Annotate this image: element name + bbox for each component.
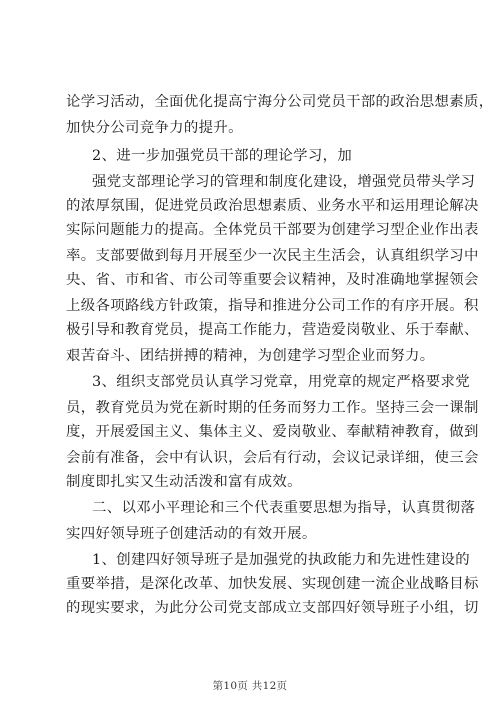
page-number-footer: 第10页 共12页: [212, 680, 288, 692]
text-line: 实四好领导班子创建活动的有效开展。: [66, 526, 317, 542]
text-line: 央、省、市和省、市公司等重要会议精神，及时准确地掌握领会: [66, 272, 479, 288]
text-line: 率。支部要做到每月开展至少一次民主生活会，认真组织学习中: [66, 248, 479, 264]
text-line: 上级各项路线方针政策，指导和推进分公司工作的有序开展。积: [66, 298, 479, 314]
text-line: 会前有准备，会中有认识，会后有行动，会议记录详细，使三会: [66, 450, 479, 466]
text-line: 制度即扎实又生动活泼和富有成效。: [66, 474, 302, 490]
paragraph-start-line: 二、以邓小平理论和三个代表重要思想为指导，认真贯彻落: [92, 500, 476, 516]
paragraph-start-line: 1、创建四好领导班子是加强党的执政能力和先进性建设的: [92, 552, 471, 568]
text-line: 加快分公司竞争力的提升。: [66, 120, 243, 136]
text-line: 的浓厚氛围，促进党员政治思想素质、业务水平和运用理论解决: [66, 198, 479, 214]
paragraph-start-line: 2、进一步加强党员干部的理论学习，加: [92, 148, 353, 164]
paragraph-start-line: 3、组织支部党员认真学习党章，用党章的规定严格要求党: [92, 374, 471, 390]
text-line: 实际问题能力的提高。全体党员干部要为创建学习型企业作出表: [66, 222, 479, 238]
text-line: 论学习活动，全面优化提高宁海分公司党员干部的政治思想素质，: [66, 94, 494, 110]
text-line: 员，教育党员为党在新时期的任务而努力工作。坚持三会一课制: [66, 400, 479, 416]
text-line: 重要举措，是深化改革、加快发展、实现创建一流企业战略目标: [66, 576, 479, 592]
text-line: 极引导和教育党员，提高工作能力，营造爱岗敬业、乐于奉献、: [66, 322, 479, 338]
text-line: 艰苦奋斗、团结拼搏的精神，为创建学习型企业而努力。: [66, 348, 435, 364]
text-line: 度，开展爱国主义、集体主义、爱岗敬业、奉献精神教育，做到: [66, 424, 479, 440]
text-line: 的现实要求，为此分公司党支部成立支部四好领导班子小组，切: [66, 600, 479, 616]
text-line: 强党支部理论学习的管理和制度化建设，增强党员带头学习: [92, 174, 476, 190]
